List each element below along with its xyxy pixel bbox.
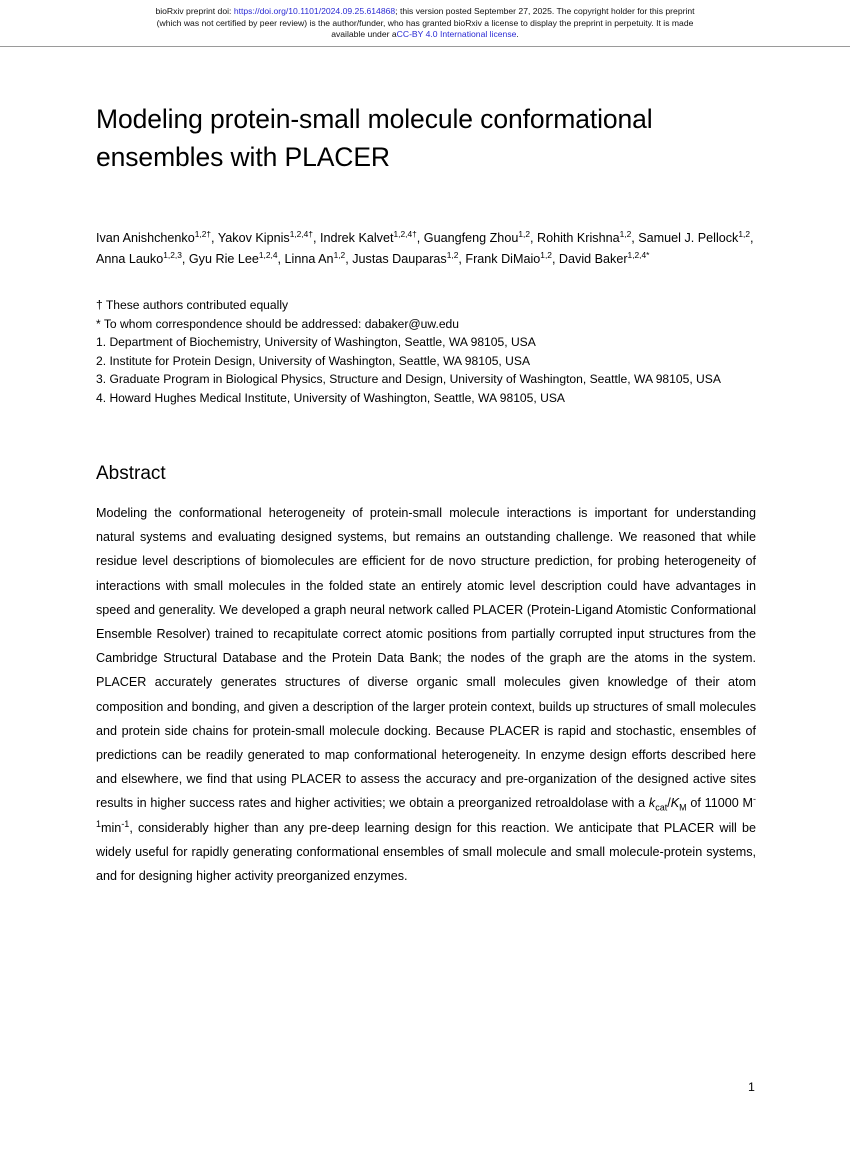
license-link[interactable]: CC-BY 4.0 International license bbox=[396, 29, 517, 39]
paper-body bbox=[96, 0, 756, 888]
units-exponent-2: -1 bbox=[121, 818, 130, 829]
author-notes bbox=[96, 296, 756, 407]
units-exponent-1: -1 bbox=[96, 794, 756, 829]
page-number: 1 bbox=[748, 1080, 755, 1094]
author-list: Ivan Anishchenko$^{1,2\dagger}$, Yakov Kipnis$^{1,2,4\dagger}$, Indrek Kalvet$^{1,2,4\dagger}$, Guangfeng Zhou$^{1,2}$, Rohith Krishna$^{1,2}$, Samuel J. Pellock$^{1,2}$, Anna Lauko$^{1,2,3}$, Gyu Rie Lee$^{1,2,4}$, Linna An$^{1,2}$, Justas Dauparas$^{1,2}$, Frank DiMaio$^{1,2}$, David Baker$^{1,2,4*}$ bbox=[96, 228, 754, 266]
page-title: Modeling protein-small molecule conformational ensembles with PLACER bbox=[96, 104, 653, 172]
banner-license-suffix: . bbox=[516, 29, 519, 39]
abstract-part-1: Modeling the conformational heterogeneity of protein-small molecule interactions is important for understanding natural systems and evaluating designed systems, but remains an outstanding challenge. We reasoned that while residue level descriptions of biomolecules are efficient for de novo structure prediction, for probing heterogeneity of interactions with small molecules in the folded state an entirely atomic level description could have advantages in speed and generality. We developed a graph neural network called PLACER (Protein-Ligand Atomistic Conformational Ensemble Resolver) trained to recapitulate correct atomic positions from partially corrupted input structures from the Cambridge Structural Database and the Protein Data Bank; the nodes of the graph are the atoms in the system. PLACER accurately generates structures of diverse organic small molecules given knowledge of their atom composition and bonding, and given a description of the larger protein context, builds up structures of small molecules and protein side chains for protein-small molecule docking. Because PLACER is rapid and stochastic, ensembles of predictions can be readily generated to map conformational heterogeneity. In enzyme design efforts described here and elsewhere, we find that using PLACER to assess the accuracy and pre-organization of the designed active sites results in higher success rates and higher activities; we obtain a preorganized retroaldolase with a bbox=[96, 506, 756, 811]
abstract-part-3: , considerably higher than any pre-deep learning design for this reaction. We anticipate that PLACER will be widely useful for rapidly generating conformational ensembles of small molecule and small molecule-protein systems, and for designing higher activity preorganized enzymes. bbox=[96, 820, 756, 884]
kcat-symbol: k bbox=[648, 796, 656, 811]
doi-link[interactable]: https://doi.org/10.1101/2024.09.25.614868 bbox=[233, 6, 396, 16]
banner-doi-prefix: bioRxiv preprint doi: bbox=[155, 6, 234, 16]
affiliation-4: 4. Howard Hughes Medical Institute, University of Washington, Seattle, WA 98105, USA bbox=[96, 390, 565, 405]
affiliation-2: 2. Institute for Protein Design, University of Washington, Seattle, WA 98105, USA bbox=[96, 353, 531, 368]
note-correspondence: * To whom correspondence should be addressed: dabaker@uw.edu bbox=[96, 316, 460, 331]
affiliation-3: 3. Graduate Program in Biological Physics, Structure and Design, University of Washington, Seattle, WA 98105, USA bbox=[96, 372, 721, 386]
abstract-heading: Abstract bbox=[96, 463, 166, 484]
units-min: min bbox=[101, 820, 122, 835]
abstract-part-2: of 11000 M bbox=[686, 796, 753, 811]
ratio-slash: / bbox=[667, 796, 671, 811]
banner-doi-suffix: ; this version posted September 27, 2025. The copyright holder for this preprint bbox=[395, 6, 695, 16]
affiliation-1: 1. Department of Biochemistry, University of Washington, Seattle, WA 98105, USA bbox=[96, 335, 536, 349]
banner-license-prefix: available under a bbox=[331, 29, 397, 39]
note-equal-contribution: † These authors contributed equally bbox=[96, 298, 289, 312]
banner-line-2: (which was not certified by peer review) is the author/funder, who has granted bioRxiv a license to display the preprint in perpetuity. It is made bbox=[156, 17, 694, 28]
km-symbol: K bbox=[670, 796, 680, 811]
kcat-subscript: cat bbox=[655, 802, 668, 813]
km-subscript: M bbox=[679, 802, 687, 813]
abstract-text bbox=[96, 501, 756, 888]
